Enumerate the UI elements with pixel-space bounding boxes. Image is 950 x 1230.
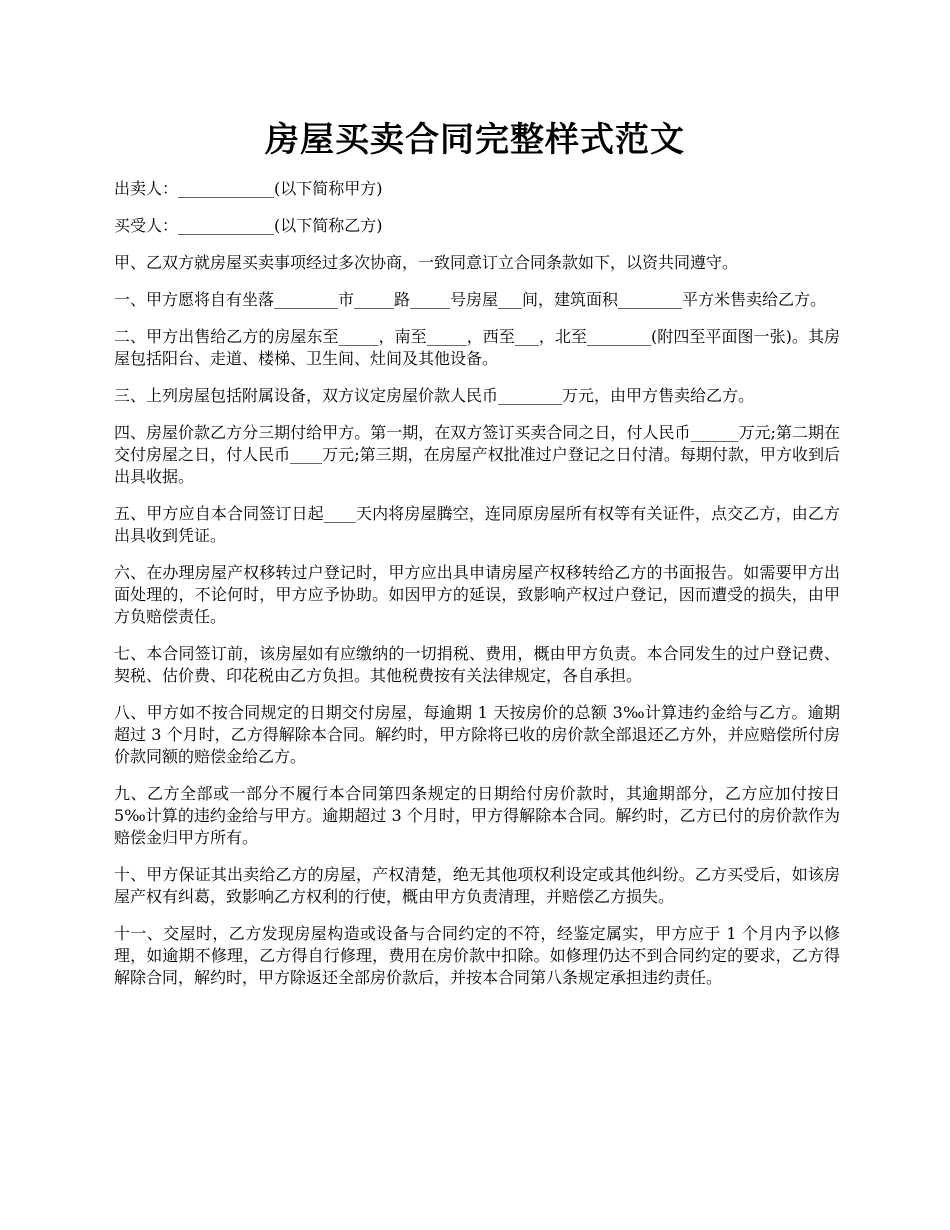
clause-4: 四、房屋价款乙方分三期付给甲方。第一期，在双方签订买卖合同之日，付人民币______万元;第二期在交付房屋之日，付人民币____万元;第三期，在房屋产权批准过户登记之日付清。每期付款，甲方收到后出具收据。 [114, 423, 840, 486]
document-body [114, 178, 840, 1004]
preamble-paragraph: 甲、乙双方就房屋买卖事项经过多次协商，一致同意订立合同条款如下，以资共同遵守。 [114, 253, 739, 272]
clause-2: 二、甲方出售给乙方的房屋东至_____，南至_____，西至___，北至________(附四至平面图一张)。其房屋包括阳台、走道、楼梯、卫生间、灶间及其他设备。 [114, 327, 840, 368]
clause-5: 五、甲方应自本合同签订日起____天内将房屋腾空，连同原房屋所有权等有关证件，点交乙方，由乙方出具收到凭证。 [114, 504, 840, 545]
clause-7: 七、本合同签订前，该房屋如有应缴纳的一切捐税、费用，概由甲方负责。本合同发生的过户登记费、契税、估价费、印花税由乙方负担。其他税费按有关法律规定，各自承担。 [114, 644, 840, 685]
document-title: 房屋买卖合同完整样式范文 [265, 120, 685, 160]
clause-3: 三、上列房屋包括附属设备，双方议定房屋价款人民币________万元，由甲方售卖给乙方。 [114, 386, 755, 405]
clause-8: 八、甲方如不按合同规定的日期交付房屋，每逾期 1 天按房价的总额 3‰计算违约金给与乙方。逾期超过 3 个月时，乙方得解除本合同。解约时，甲方除将已收的房价款全部退还乙方外，并应赔偿所付房价款同额的赔偿金给乙方。 [114, 703, 840, 766]
clause-1: 一、甲方愿将自有坐落________市_____路_____号房屋___间，建筑面积________平方米售卖给乙方。 [114, 290, 827, 309]
clause-6: 六、在办理房屋产权移转过户登记时，甲方应出具申请房屋产权移转给乙方的书面报告。如需要甲方出面处理的，不论何时，甲方应予协助。如因甲方的延误，致影响产权过户登记，因而遭受的损失，由甲方负赔偿责任。 [114, 563, 840, 626]
buyer-line: 买受人：____________(以下简称乙方) [114, 216, 383, 235]
clause-11: 十一、交屋时，乙方发现房屋构造或设备与合同约定的不符，经鉴定属实，甲方应于 1 个月内予以修理，如逾期不修理，乙方得自行修理，费用在房价款中扣除。如修理仍达不到合同约定的要求，乙方得解除合同，解约时，甲方除返还全部房价款后，并按本合同第八条规定承担违约责任。 [114, 924, 840, 987]
seller-line: 出卖人：____________(以下简称甲方) [114, 179, 383, 198]
clause-10: 十、甲方保证其出卖给乙方的房屋，产权清楚，绝无其他项权利设定或其他纠纷。乙方买受后，如该房屋产权有纠葛，致影响乙方权利的行使，概由甲方负责清理，并赔偿乙方损失。 [114, 865, 840, 906]
clause-9: 九、乙方全部或一部分不履行本合同第四条规定的日期给付房价款时，其逾期部分，乙方应加付按日 5‰计算的违约金给与甲方。逾期超过 3 个月时，甲方得解除本合同。解约时，乙方已付的房价款作为赔偿金归甲方所有。 [114, 784, 840, 847]
